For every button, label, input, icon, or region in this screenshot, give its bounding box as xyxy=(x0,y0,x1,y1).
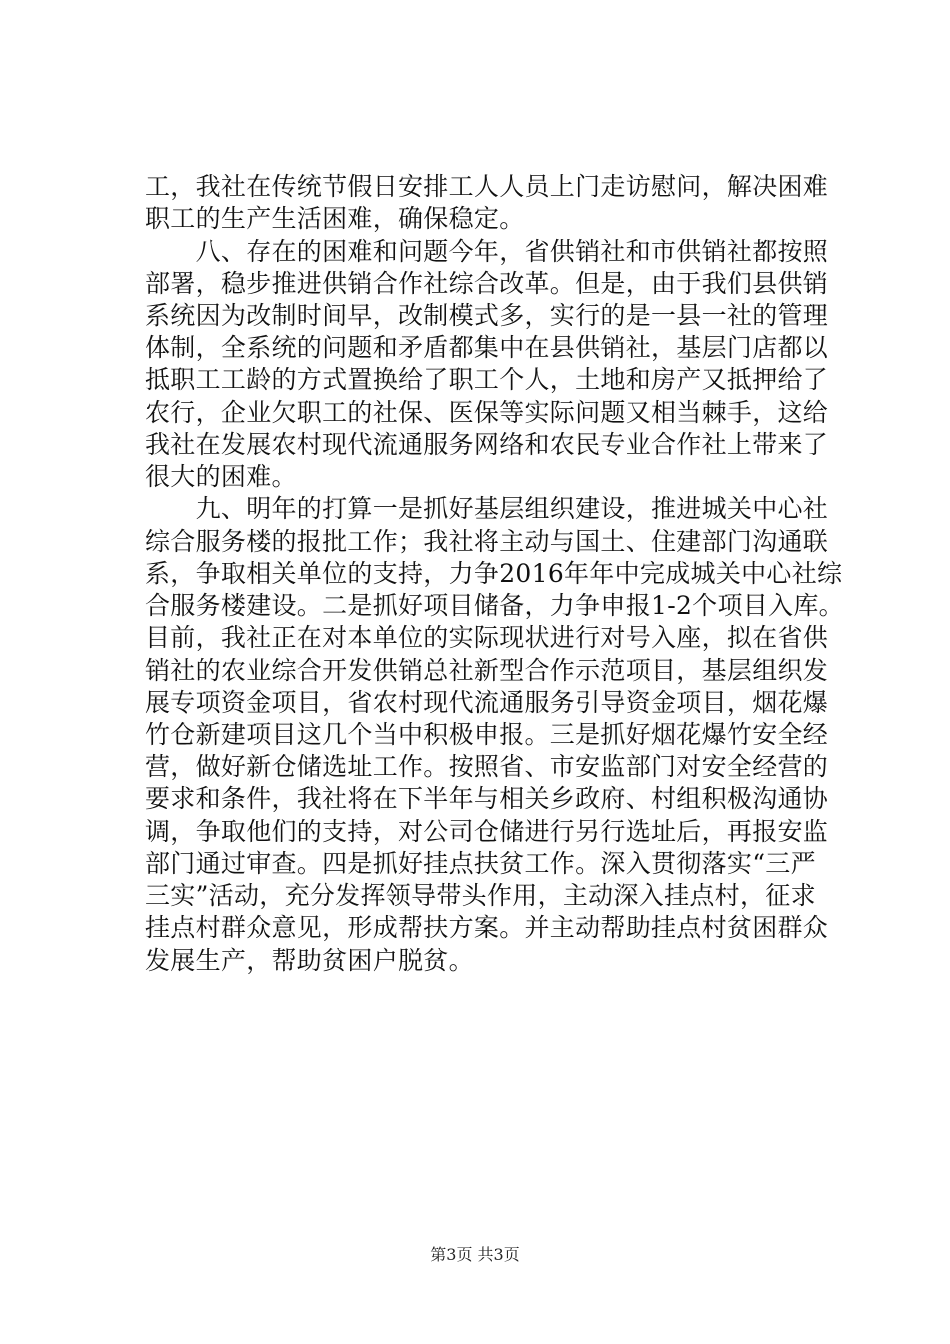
text-line: 三实”活动，充分发挥领导带头作用，主动深入挂点村，征求 xyxy=(145,881,816,910)
text-line: 农行，企业欠职工的社保、医保等实际问题又相当棘手，这给 xyxy=(145,398,829,427)
text-line: 挂点村群众意见，形成帮扶方案。并主动帮助挂点村贫困群众 xyxy=(145,913,829,942)
text-line: 竹仓新建项目这几个当中积极申报。三是抓好烟花爆竹安全经 xyxy=(145,720,829,749)
text-line: 系统因为改制时间早，改制模式多，实行的是一县一社的管理 xyxy=(145,301,829,330)
text-line: 系，争取相关单位的支持，力争2016年年中完成城关中心社综 xyxy=(145,559,843,588)
text-line: 调，争取他们的支持，对公司仓储进行另行选址后，再报安监 xyxy=(145,817,829,846)
text-line: 我社在发展农村现代流通服务网络和农民专业合作社上带来了 xyxy=(145,430,829,459)
text-line: 工，我社在传统节假日安排工人人员上门走访慰问，解决困难 xyxy=(145,172,829,201)
text-line: 九、明年的打算一是抓好基层组织建设，推进城关中心社 xyxy=(145,494,829,523)
text-line: 八、存在的困难和问题今年，省供销社和市供销社都按照 xyxy=(145,237,829,266)
text-line: 体制，全系统的问题和矛盾都集中在县供销社，基层门店都以 xyxy=(145,333,829,362)
text-line: 营，做好新仓储选址工作。按照省、市安监部门对安全经营的 xyxy=(145,752,829,781)
text-line: 部门通过审查。四是抓好挂点扶贫工作。深入贯彻落实“三严 xyxy=(145,849,816,878)
text-line: 抵职工工龄的方式置换给了职工个人，土地和房产又抵押给了 xyxy=(145,365,829,394)
page-number-footer: 第3页 共3页 xyxy=(430,1245,520,1264)
text-line: 职工的生产生活困难，确保稳定。 xyxy=(145,204,525,233)
text-line: 目前，我社正在对本单位的实际现状进行对号入座，拟在省供 xyxy=(145,623,829,652)
text-line: 要求和条件，我社将在下半年与相关乡政府、村组积极沟通协 xyxy=(145,784,829,813)
text-line: 合服务楼建设。二是抓好项目储备，力争申报1-2个项目入库。 xyxy=(145,591,844,620)
text-line: 很大的困难。 xyxy=(145,462,297,491)
text-line: 销社的农业综合开发供销总社新型合作示范项目，基层组织发 xyxy=(145,656,829,685)
text-line: 部署，稳步推进供销合作社综合改革。但是，由于我们县供销 xyxy=(145,269,829,298)
text-line: 综合服务楼的报批工作；我社将主动与国土、住建部门沟通联 xyxy=(145,527,829,556)
text-line: 发展生产，帮助贫困户脱贫。 xyxy=(145,946,474,975)
text-line: 展专项资金项目，省农村现代流通服务引导资金项目，烟花爆 xyxy=(145,688,829,717)
